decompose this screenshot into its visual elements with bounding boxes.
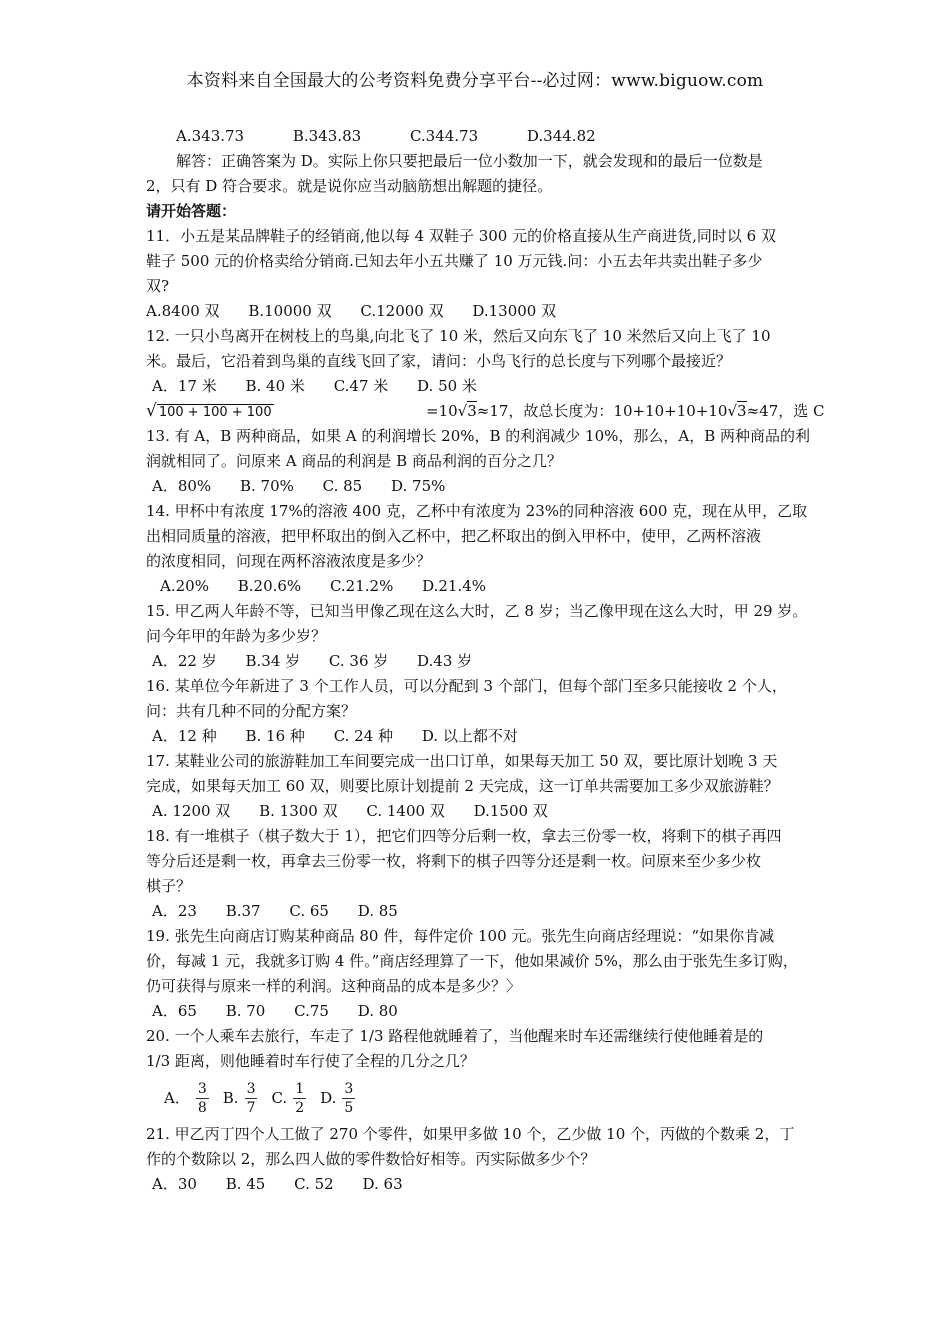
- option-b: B.343.83: [292, 127, 362, 145]
- question-text-line: 18. 有一堆棋子（棋子数大于 1），把它们四等分后剩一枚，拿去三份零一枚，将剩下的棋子再四: [146, 827, 782, 845]
- question-text-line: 16. 某单位今年新进了 3 个工作人员，可以分配到 3 个部门，但每个部门至多只能接收 2 个人，: [146, 677, 787, 695]
- option-c: C.21.2%: [329, 577, 394, 595]
- question-options: [146, 799, 826, 824]
- option-b: B. 16 种: [245, 727, 305, 745]
- option-c: [271, 1080, 306, 1117]
- question-text-line: 完成，如果每天加工 60 双，则要比原计划提前 2 天完成，这一订单共需要加工多少双旅游鞋？: [146, 777, 779, 795]
- option-a: [164, 1080, 209, 1117]
- option-b: B. 1300 双: [259, 802, 338, 820]
- fraction: [293, 1080, 306, 1117]
- option-a: A．12 种: [152, 727, 217, 745]
- option-a: A．65: [152, 1002, 197, 1020]
- question-19: [146, 924, 826, 1024]
- numerator: 3: [344, 1080, 354, 1097]
- option-a: A.343.73: [176, 127, 245, 145]
- option-d: D. 75%: [391, 477, 446, 495]
- question-text-line: 双?: [146, 277, 170, 295]
- numerator: 3: [246, 1080, 256, 1097]
- option-b: B. 45: [225, 1175, 266, 1193]
- answer-explanation-line1: 解答：正确答案为 D。实际上你只要把最后一位小数加一下，就会发现和的最后一位数是: [176, 152, 763, 170]
- numerator: 1: [295, 1080, 305, 1097]
- solution-part: ≈47，选 C: [746, 402, 825, 420]
- question-14: [146, 499, 826, 599]
- sqrt-3: √3: [457, 402, 477, 420]
- question-text-line: 14. 甲杯中有浓度 17%的溶液 400 克，乙杯中有浓度为 23%的同种溶液 600 克，现在从甲，乙取: [146, 502, 808, 520]
- question-text-line: 19. 张先生向商店订购某种商品 80 件，每件定价 100 元。张先生向商店经理说：“如果你肯减: [146, 927, 775, 945]
- question-text-line: 米。最后，它沿着到鸟巢的直线飞回了家，请问：小鸟飞行的总长度与下列哪个最接近？: [146, 352, 732, 370]
- solution-part: =10: [426, 402, 458, 420]
- option-d: D.43 岁: [417, 652, 473, 670]
- question-options: [146, 999, 826, 1024]
- option-a: A.20%: [160, 577, 209, 595]
- question-text-line: 仍可获得与原来一样的利润。这种商品的成本是多少？〉: [146, 977, 522, 995]
- question-options: [146, 724, 826, 749]
- option-label: C.: [271, 1088, 288, 1107]
- question-text-line: 鞋子 500 元的价格卖给分销商.已知去年小五共赚了 10 万元钱.问：小五去年共卖出鞋子多少: [146, 252, 763, 270]
- question-options: [146, 474, 826, 499]
- question-21: [146, 1122, 826, 1197]
- question-18: [146, 824, 826, 924]
- sqrt-3: √3: [727, 402, 747, 420]
- question-text-line: 17. 某鞋业公司的旅游鞋加工车间要完成一出口订单，如果每天加工 50 双，要比原计划晚 3 天: [146, 752, 778, 770]
- question-text-line: 1/3 距离，则他睡着时车行使了全程的几分之几？: [146, 1052, 475, 1070]
- option-d: D. 50 米: [417, 377, 477, 395]
- question-options: [146, 1074, 826, 1122]
- option-a: A. 1200 双: [152, 802, 231, 820]
- question-text-line: 11．小五是某品牌鞋子的经销商,他以每 4 双鞋子 300 元的价格直接从生产商进货,同时以 6 双: [146, 227, 776, 245]
- option-b: [223, 1080, 258, 1117]
- question-text-line: 13. 有 A，B 两种商品，如果 A 的利润增长 20%，B 的利润减少 10%，那么，A，B 两种商品的利: [146, 427, 811, 445]
- question-20: [146, 1024, 826, 1122]
- denominator: 5: [344, 1099, 354, 1116]
- question-text-line: 出相同质量的溶液，把甲杯取出的倒入乙杯中，把乙杯取出的倒入甲杯中，使甲，乙两杯溶液: [146, 527, 762, 545]
- option-c: C.12000 双: [360, 302, 444, 320]
- option-label: B.: [222, 1088, 239, 1107]
- question-text-line: 的浓度相同，问现在两杯溶液浓度是多少？: [146, 552, 432, 570]
- prev-question-options: [146, 124, 826, 149]
- question-options: [146, 899, 826, 924]
- question-text-line: 21. 甲乙丙丁四个人工做了 270 个零件，如果甲多做 10 个，乙少做 10 个，丙做的个数乘 2，丁: [146, 1125, 795, 1143]
- option-b: B.20.6%: [237, 577, 302, 595]
- question-options: [146, 649, 826, 674]
- solution-text: [426, 399, 825, 424]
- question-16: [146, 674, 826, 749]
- question-text-line: 润就相同了。问原来 A 商品的利润是 B 商品利润的百分之几？: [146, 452, 562, 470]
- question-text-line: 作的个数除以 2，那么四人做的零件数恰好相等。丙实际做多少个？: [146, 1150, 596, 1168]
- option-c: C.344.73: [409, 127, 479, 145]
- option-c: C.47 米: [333, 377, 389, 395]
- option-c: C. 1400 双: [366, 802, 445, 820]
- sqrt-expression: √ 100 + 100 + 100: [146, 401, 272, 421]
- option-b: B.37: [225, 902, 261, 920]
- denominator: 7: [246, 1099, 256, 1116]
- option-b: B. 70%: [239, 477, 294, 495]
- question-12: [146, 324, 826, 424]
- option-d: D. 63: [362, 1175, 403, 1193]
- option-b: B.34 岁: [245, 652, 301, 670]
- option-d: [320, 1080, 355, 1117]
- question-text-line: 问：共有几种不同的分配方案？: [146, 702, 357, 720]
- page-header: 本资料来自全国最大的公考资料免费分享平台--必过网：www.biguow.com: [186, 71, 764, 91]
- option-a: A．17 米: [152, 377, 217, 395]
- question-options: [146, 574, 826, 599]
- answer-explanation-line2: 2，只有 D 符合要求。就是说你应当动脑筋想出解题的捷径。: [146, 177, 553, 195]
- fraction: [245, 1080, 258, 1117]
- option-label: D.: [320, 1088, 337, 1107]
- option-a: A．23: [152, 902, 197, 920]
- option-c: C. 36 岁: [328, 652, 389, 670]
- question-text-line: 棋子？: [146, 877, 192, 895]
- option-b: B. 70: [225, 1002, 266, 1020]
- solution-row: [146, 399, 826, 424]
- option-c: C.75: [294, 1002, 329, 1020]
- question-options: [146, 1172, 826, 1197]
- denominator: 2: [295, 1099, 305, 1116]
- radicand: 100 + 100 + 100: [158, 405, 272, 420]
- option-b: B. 40 米: [245, 377, 305, 395]
- option-a: A．30: [152, 1175, 197, 1193]
- option-d: D. 80: [357, 1002, 398, 1020]
- option-d: D. 85: [357, 902, 398, 920]
- question-text-line: 等分后还是剩一枚，再拿去三份零一枚，将剩下的棋子四等分还是剩一枚。问原来至少多少枚: [146, 852, 762, 870]
- option-c: C. 65: [289, 902, 329, 920]
- option-label: A．: [164, 1088, 190, 1107]
- option-d: D.344.82: [526, 127, 596, 145]
- fraction: [196, 1080, 209, 1117]
- option-d: D.13000 双: [472, 302, 557, 320]
- option-a: A.8400 双: [146, 302, 220, 320]
- numerator: 3: [197, 1080, 207, 1097]
- option-d: D.1500 双: [473, 802, 548, 820]
- question-17: [146, 749, 826, 824]
- question-options: [146, 374, 826, 399]
- start-heading: 请开始答题：: [146, 202, 237, 220]
- option-d: D. 以上都不对: [421, 727, 518, 745]
- option-a: A．22 岁: [152, 652, 217, 670]
- option-a: A．80%: [152, 477, 212, 495]
- fraction: [342, 1080, 355, 1117]
- document-body: [146, 124, 826, 1197]
- denominator: 8: [197, 1099, 207, 1116]
- option-b: B.10000 双: [248, 302, 332, 320]
- question-text-line: 问今年甲的年龄为多少岁？: [146, 627, 327, 645]
- question-13: [146, 424, 826, 499]
- question-text-line: 12. 一只小鸟离开在树枝上的鸟巢,向北飞了 10 米，然后又向东飞了 10 米然后又向上飞了 10: [146, 327, 771, 345]
- question-11: [146, 224, 826, 324]
- question-text-line: 15. 甲乙两人年龄不等，已知当甲像乙现在这么大时，乙 8 岁；当乙像甲现在这么大时，甲 29 岁。: [146, 602, 808, 620]
- question-text-line: 价，每减 1 元，我就多订购 4 件。”商店经理算了一下，他如果减价 5%，那么由于张先生多订购，: [146, 952, 798, 970]
- solution-part: ≈17，故总长度为：10+10+10+10: [476, 402, 728, 420]
- option-c: C. 52: [294, 1175, 334, 1193]
- question-15: [146, 599, 826, 674]
- question-text-line: 20. 一个人乘车去旅行，车走了 1/3 路程他就睡着了，当他醒来时车还需继续行使他睡着是的: [146, 1027, 764, 1045]
- option-c: C. 24 种: [333, 727, 394, 745]
- option-d: D.21.4%: [422, 577, 487, 595]
- question-options: [146, 299, 826, 324]
- option-c: C. 85: [322, 477, 363, 495]
